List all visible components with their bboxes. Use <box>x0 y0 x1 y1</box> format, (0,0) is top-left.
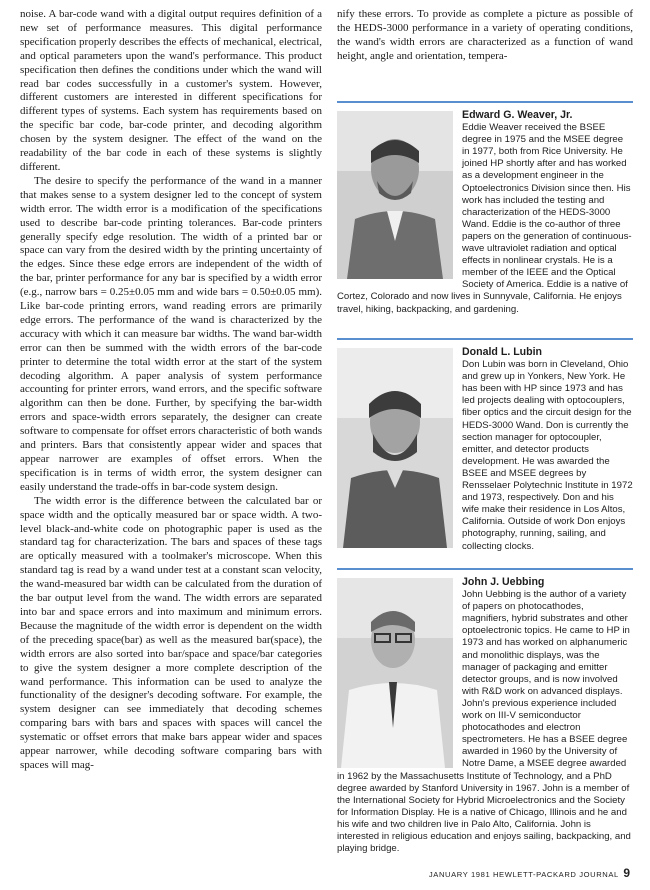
author-name: John J. Uebbing <box>462 576 545 588</box>
author-photo-weaver <box>337 111 453 279</box>
article-paragraph: The width error is the difference between the calculated bar or space width and the optically measured bar or space width. A two-level black-and-white code on photographic paper is used as the standard tag for characterization. The bars and spaces of these tags are optically measured with a toolmaker's microscope. When this standard tag is read by a wand under test at a constant scan velocity, the wand-measured bar width can be calculated from the duration of the bar output level from the wand. The width errors are separated into bar and space errors and into maximum and minimum errors. Because the magnitude of the width error is dependent on the width of the preceding space(bar) as well as the measured bar(space), the width errors are also sorted into bar/space and space/bar categories to give the system designer a more complete description of the wand performance. This information can be used to analyze the functionality of the designer's decoding software. For example, the system designer can see immediately that decoding schemes comparing bars with bars and spaces with spaces will cancel the systematic or offset errors that make bars appear wider and spaces appear narrower, while decoding software comparing bars with spaces will mag- <box>20 494 322 771</box>
author-name: Edward G. Weaver, Jr. <box>462 109 573 121</box>
author-name: Donald L. Lubin <box>462 346 543 358</box>
journal-issue: JANUARY 1981 HEWLETT-PACKARD JOURNAL <box>428 870 619 879</box>
article-column-left <box>20 8 322 773</box>
article-column-right <box>337 8 633 855</box>
author-bio-text: Eddie Weaver received the BSEE degree in 1975 and the MSEE degree in 1977, both from Rice University. He joined HP shortly after and has worked as a development engineer in the Optoelectronics Division since then. His work has included the testing and characterization of the HEDS-3000 Wand. Eddie is the co-author of three papers on the generation of continuous-wave ultraviolet radiation and optical effects in nonlinear crystals. He is a member of the IEEE and the Optical Society of America. Eddie is a native of Cortez, Colorado and now lives in Sunnyvale, California. He enjoys travel, hiking, backpacking, and gardening. <box>337 122 632 315</box>
author-photo-lubin <box>337 348 453 548</box>
author-bio-weaver <box>337 101 633 316</box>
author-bio-text: John Uebbing is the author of a variety of papers on photocathodes, magnifiers, hybrid substrates and other optoelectronic topics. He came to HP in 1973 and has worked on alphanumeric and monolithic displays, was the manager of packaging and emitter detector groups, and is now involved with R&D work on advanced displays. John's previous experience included work on III-V semiconductor photocathodes and electron spectrometers. He has a BSEE degree awarded in 1960 by the University of Notre Dame, a MSEE degree awarded in 1962 by the Massachusetts Institute of Technology, and a PhD degree awarded by Stanford University in 1967. John is a member of the International Society for Hybrid Microelectronics and the Society for Information Display. He is a native of Chicago, Illinois and he and his wife and two children live in Palo Alto, California. John is interested in religious education and enjoys sailing, backpacking, and playing bridge. <box>337 589 631 855</box>
article-paragraph: noise. A bar-code wand with a digital output requires definition of a new set of performance measures. This digital performance specification properly describes the effects of mechanical, electrical, and optical parameters upon the wand's performance. This product specification then defines the conditions under which the wand will read bar codes successfully in a customer's system. However, different customers are interested in different specifications for different types of systems. Each system has requirements based on the specific bar code, bar-code printer, and decoding algorithm chosen by the system designer. The effect of the wand on the readability of the bar code in each of these systems is slightly different. <box>20 8 322 173</box>
article-continuation: nify these errors. To provide as complete a picture as possible of the HEDS-3000 performance in a variety of operating conditions, the wand's width errors are characterized as a function of wand height, angle and orientation, tempera- <box>337 8 633 62</box>
author-bio-uebbing <box>337 568 633 855</box>
page-number: 9 <box>623 866 630 880</box>
page-footer <box>429 866 630 880</box>
author-bio-lubin <box>337 338 633 553</box>
author-photo-uebbing <box>337 578 453 768</box>
article-paragraph: The desire to specify the performance of the wand in a manner that makes sense to a system designer led to the concept of system width error. The width error is a modification of the specifications used to describe bar-code printing tolerances. Bar-code printers generally specify edge resolution. The width of a printed bar or space can vary from the desired width by the printing uncertainty of the edges. Since these edge errors are independent of the width of the bar, printer performance for any bar is specified by a width error (e.g., narrow bars = 0.25±0.05 mm and wide bars = 0.50±0.05 mm). Like bar-code printing errors, wand reading errors are primarily edge errors. The performance of the wand is characterized by the accuracy with which it can measure bar widths. The wand bar-width error can then be summed with the width errors of the bar-code printer to determine the total width error at the start of the system decoding algorithm. A paper analysis of system performance accounting for printer errors, wand errors, and the specific software algorithm can then be done. Further, by specifying the bar-width errors and space-width errors separately, the designer can create software to compensate for offset errors characteristic of both wands and printers. Bars that consistently appear wider and spaces that appear narrower are examples of offset errors. When the specification is in terms of width error, the system designer can easily understand the trade-offs in bar-code system design. <box>20 174 322 493</box>
author-bio-text: Don Lubin was born in Cleveland, Ohio and grew up in Yonkers, New York. He has been with HP since 1973 and has led projects dealing with optocouplers, fiber optics and the circuit design for the HEDS-3000 Wand. Don is currently the section manager for optocoupler, emitter, and detector products development. He was awarded the BSEE and MSEE degrees by Rensselaer Polytechnic Institute in 1972 and 1973, respectively. Don and his wife make their residence in Los Altos, California. Outside of work Don enjoys photography, running, sailing, and collecting clocks. <box>462 359 633 552</box>
